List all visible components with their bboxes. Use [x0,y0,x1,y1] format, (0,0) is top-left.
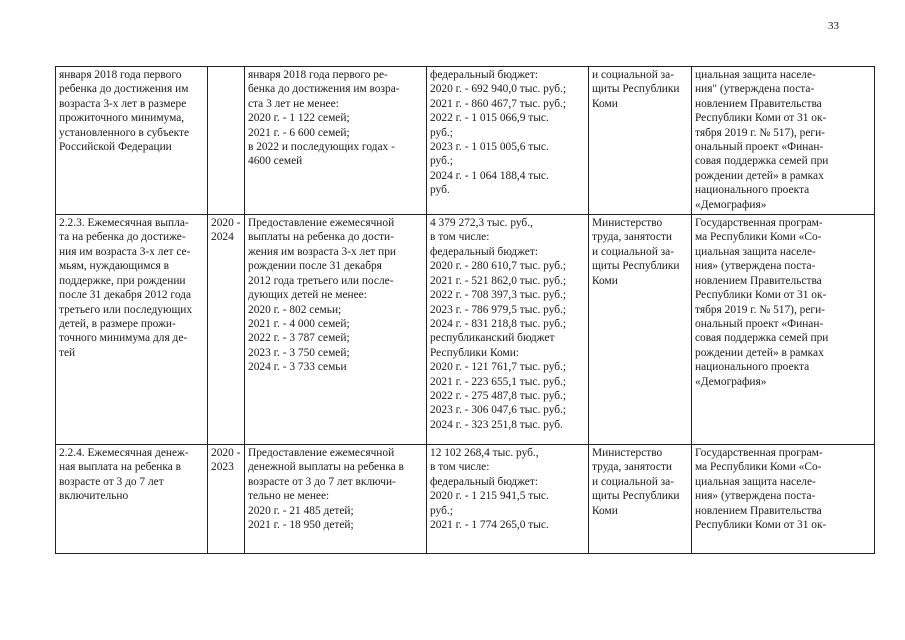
funding-text-line: федеральный бюджет: [430,475,538,488]
program-text-line: Государственная програм- [695,217,823,230]
indicator-text-line: дующих детей не менее: [248,289,367,302]
measure-text-line: детей, в размере прожи- [59,317,176,330]
indicator-text-line: 2020 г. - 802 семьи; [248,303,342,316]
cell-measure [56,445,208,554]
program-text-line: Государственная програм- [695,447,823,460]
funding-text-line: 2020 г. - 1 215 941,5 тыс. [430,490,549,503]
indicator-text-line: 2020 г. - 21 485 детей; [248,504,354,517]
funding-text-line: 2023 г. - 1 015 005,6 тыс. [430,141,549,154]
cell-executor [589,215,692,445]
indicator-text-line: 2024 г. - 3 733 семьи [248,361,347,374]
indicator-text-line: в 2022 и последующих годах - [248,141,395,154]
funding-text-line: 2022 г. - 708 397,3 тыс. руб.; [430,289,567,302]
cell-measure [56,215,208,445]
program-text-line: Республики Коми от 31 ок- [695,519,827,532]
period-text-line: 2020 - [211,447,241,460]
program-text-line: новлением Правительства [695,504,822,517]
measure-text-line: Российской Федерации [59,141,172,154]
measure-text-line: 2.2.3. Ежемесячная выпла- [59,217,189,230]
indicator-text-line: января 2018 года первого ре- [248,69,388,81]
indicator-text-line: 2022 г. - 3 787 семей; [248,332,350,345]
indicator-text-line: бенка до достижения им возра- [248,83,400,96]
executor-text-line: и социальной за- [592,69,675,81]
program-text-line: ма Республики Коми «Со- [695,461,822,474]
program-text-line: тября 2019 г. № 517), реги- [695,126,825,139]
indicator-text-line: Предоставление ежемесячной [248,447,395,460]
measure-text-line: возрасте от 3 до 7 лет [59,475,164,488]
funding-text-line: в том числе: [430,231,490,244]
cell-period [208,67,245,215]
measure-text-line: та на ребенка до достиже- [59,231,186,244]
indicator-text-line: 2021 г. - 6 600 семей; [248,126,350,139]
program-text-line: новлением Правительства [695,274,822,287]
cell-funding [427,215,589,445]
program-text-line: совая поддержка семей при [695,332,829,345]
executor-text-line: щиты Республики [592,260,680,273]
indicator-text-line: рождении после 31 декабря [248,260,382,273]
funding-text-line: 2020 г. - 121 761,7 тыс. руб.; [430,361,567,374]
measure-text-line: 2.2.4. Ежемесячная денеж- [59,447,189,460]
indicator-text-line: 2021 г. - 18 950 детей; [248,519,354,532]
funding-text-line: 2022 г. - 275 487,8 тыс. руб.; [430,389,567,402]
executor-text-line: Министерство [592,447,663,460]
executor-text-line: Коми [592,504,618,517]
funding-text-line: 2021 г. - 1 774 265,0 тыс. [430,519,549,532]
cell-period [208,215,245,445]
cell-program [692,215,875,445]
measure-text-line: ребенка до достижения им [59,83,189,96]
program-text-line: циальная защита населе- [695,475,816,488]
cell-program [692,445,875,554]
funding-text-line: 2022 г. - 1 015 066,9 тыс. [430,112,549,125]
executor-text-line: Министерство [592,217,663,230]
measure-text-line: января 2018 года первого [59,69,182,81]
funding-text-line: 2020 г. - 280 610,7 тыс. руб.; [430,260,567,273]
cell-executor [589,67,692,215]
program-text-line: циальная защита населе- [695,245,816,258]
funding-text-line: руб.; [430,126,453,139]
funding-text-line: федеральный бюджет: [430,69,538,81]
indicator-text-line: возрасте от 3 до 7 лет включи- [248,475,396,488]
funding-text-line: 2021 г. - 860 467,7 тыс. руб.; [430,97,567,110]
cell-funding [427,67,589,215]
program-text-line: ональный проект «Финан- [695,317,824,330]
cell-indicator [245,67,427,215]
program-text-line: национального проекта [695,184,810,197]
funding-text-line: Республики Коми: [430,346,519,359]
period-text-line: 2020 - [211,217,241,230]
indicator-text-line: Предоставление ежемесячной [248,217,395,230]
funding-text-line: федеральный бюджет: [430,245,538,258]
funding-text-line: 2021 г. - 521 862,0 тыс. руб.; [430,274,567,287]
program-text-line: Республики Коми от 31 ок- [695,289,827,302]
executor-text-line: и социальной за- [592,245,675,258]
funding-text-line: 2023 г. - 786 979,5 тыс. руб.; [430,303,567,316]
program-text-line: рождении детей» в рамках [695,346,824,359]
funding-text-line: 2020 г. - 692 940,0 тыс. руб.; [430,83,567,96]
executor-text-line: труда, занятости [592,231,673,244]
funding-text-line: руб.; [430,155,453,168]
measures-table [55,66,875,554]
executor-text-line: Коми [592,274,618,287]
program-text-line: совая поддержка семей при [695,155,829,168]
cell-funding [427,445,589,554]
program-text-line: ния» (утверждена поста- [695,260,816,273]
measure-text-line: ния им возраста 3-х лет се- [59,245,191,258]
funding-text-line: руб. [430,184,450,197]
measure-text-line: установленного в субъекте [59,126,190,139]
cell-program [692,67,875,215]
indicator-text-line: жения им возраста 3-х лет при [248,245,397,258]
cell-indicator [245,215,427,445]
funding-text-line: 4 379 272,3 тыс. руб., [430,217,533,230]
program-text-line: ния" (утверждена поста- [695,83,815,96]
measure-text-line: поддержке, при рождении [59,274,186,287]
measure-text-line: возраста 3-х лет в размере [59,97,187,110]
table-row [56,67,875,215]
measure-text-line: мьям, нуждающимся в [59,260,170,273]
program-text-line: «Демография» [695,375,767,388]
program-text-line: ния» (утверждена поста- [695,490,816,503]
cell-period [208,445,245,554]
indicator-text-line: 2020 г. - 1 122 семей; [248,112,350,125]
indicator-text-line: 2023 г. - 3 750 семей; [248,346,350,359]
program-text-line: Республики Коми от 31 ок- [695,112,827,125]
table-row [56,445,875,554]
program-text-line: новлением Правительства [695,97,822,110]
funding-text-line: 12 102 268,4 тыс. руб., [430,447,539,460]
indicator-text-line: 2021 г. - 4 000 семей; [248,317,350,330]
cell-executor [589,445,692,554]
executor-text-line: и социальной за- [592,475,675,488]
program-text-line: «Демография» [695,198,767,211]
cell-indicator [245,445,427,554]
measure-text-line: ная выплата на ребенка в [59,461,182,474]
funding-text-line: республиканский бюджет [430,332,555,345]
period-text-line: 2023 [211,461,234,474]
program-text-line: ма Республики Коми «Со- [695,231,822,244]
funding-text-line: руб.; [430,504,453,517]
program-text-line: ональный проект «Финан- [695,141,824,154]
measure-text-line: включительно [59,490,129,503]
funding-text-line: 2024 г. - 323 251,8 тыс. руб. [430,418,563,431]
program-text-line: рождении детей» в рамках [695,169,824,182]
indicator-text-line: ста 3 лет не менее: [248,97,339,110]
cell-measure [56,67,208,215]
executor-text-line: труда, занятости [592,461,673,474]
program-text-line: циальная защита населе- [695,69,816,81]
funding-text-line: 2024 г. - 1 064 188,4 тыс. [430,169,549,182]
program-text-line: национального проекта [695,361,810,374]
funding-text-line: 2023 г. - 306 047,6 тыс. руб.; [430,404,567,417]
executor-text-line: щиты Республики [592,83,680,96]
executor-text-line: Коми [592,97,618,110]
measure-text-line: тей [59,346,76,359]
measure-text-line: после 31 декабря 2012 года [59,289,192,302]
funding-text-line: 2024 г. - 831 218,8 тыс. руб.; [430,317,567,330]
measure-text-line: точного минимума для де- [59,332,188,345]
measure-text-line: прожиточного минимума, [59,112,185,125]
table-row [56,215,875,445]
indicator-text-line: 2012 года третьего или после- [248,274,394,287]
indicator-text-line: выплаты на ребенка до дости- [248,231,394,244]
measure-text-line: третьего или последующих [59,303,193,316]
executor-text-line: щиты Республики [592,490,680,503]
indicator-text-line: 4600 семей [248,155,303,168]
indicator-text-line: тельно не менее: [248,490,330,503]
page-number: 33 [828,20,839,32]
program-text-line: тября 2019 г. № 517), реги- [695,303,825,316]
period-text-line: 2024 [211,231,234,244]
funding-text-line: в том числе: [430,461,490,474]
funding-text-line: 2021 г. - 223 655,1 тыс. руб.; [430,375,567,388]
indicator-text-line: денежной выплаты на ребенка в [248,461,404,474]
